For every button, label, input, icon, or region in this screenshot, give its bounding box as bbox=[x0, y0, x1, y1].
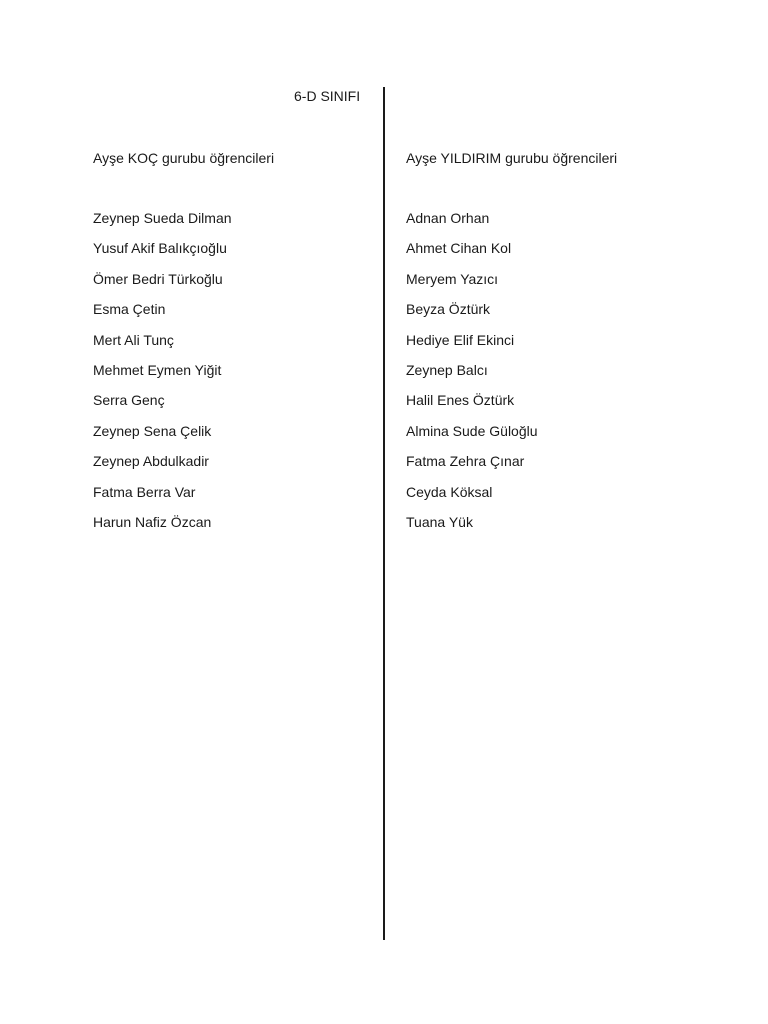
student-name: Esma Çetin bbox=[93, 301, 166, 318]
student-name: Adnan Orhan bbox=[406, 210, 490, 226]
student-name: Meryem Yazıcı bbox=[406, 270, 499, 287]
column-divider bbox=[383, 87, 385, 940]
student-name: Yusuf Akif Balıkçıoğlu bbox=[93, 240, 227, 257]
student-name: Hediye Elif Ekinci bbox=[406, 331, 515, 348]
student-name: Zeynep Balcı bbox=[406, 361, 488, 378]
student-name: Ömer Bedri Türkoğlu bbox=[93, 270, 223, 287]
student-list bbox=[93, 208, 232, 542]
student-list bbox=[406, 208, 538, 542]
student-name: Tuana Yük bbox=[406, 513, 473, 530]
group-heading: Ayşe YILDIRIM gurubu öğrencileri bbox=[406, 150, 618, 166]
student-name: Harun Nafiz Özcan bbox=[93, 513, 212, 530]
student-name: Halil Enes Öztürk bbox=[406, 392, 515, 409]
student-name: Mehmet Eymen Yiğit bbox=[93, 361, 222, 378]
group-column-koc bbox=[93, 148, 373, 530]
student-name: Beyza Öztürk bbox=[406, 301, 491, 318]
group-column-yildirim bbox=[406, 148, 686, 530]
student-name: Mert Ali Tunç bbox=[93, 331, 174, 348]
group-heading: Ayşe KOÇ gurubu öğrencileri bbox=[93, 150, 275, 166]
student-name: Zeynep Sena Çelik bbox=[93, 422, 212, 439]
student-name: Almina Sude Güloğlu bbox=[406, 422, 538, 439]
student-name: Fatma Berra Var bbox=[93, 483, 196, 500]
student-name: Zeynep Abdulkadir bbox=[93, 453, 209, 470]
student-name: Fatma Zehra Çınar bbox=[406, 453, 525, 470]
student-name: Serra Genç bbox=[93, 392, 165, 409]
student-name: Ahmet Cihan Kol bbox=[406, 240, 512, 257]
student-name: Ceyda Köksal bbox=[406, 483, 493, 500]
student-name: Zeynep Sueda Dilman bbox=[93, 210, 232, 226]
page-title: 6-D SINIFI bbox=[294, 88, 361, 104]
